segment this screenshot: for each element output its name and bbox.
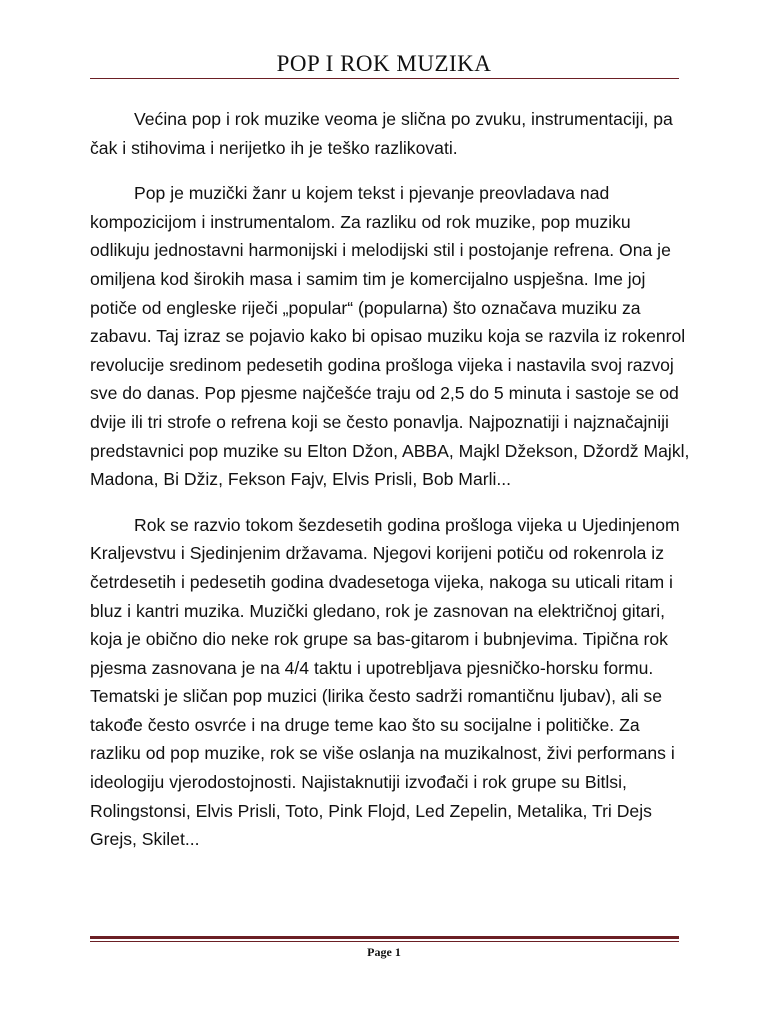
- paragraph-pop: Pop je muzički žanr u kojem tekst i pjevanje preovladava nad kompozicijom i instrumentalom. Za razliku od rok muzike, pop muziku odlikuju jednostavni harmonijski i melodijski stil i postojanje refrena. Ona je omiljena kod širokih masa i samim tim je komercijalno uspješna. Ime joj potiče od engleske riječi „popular“ (popularna) što označava muziku za zabavu. Taj izraz se pojavio kako bi opisao muziku koja se razvila iz rokenrol revolucije sredinom pedesetih godina prošloga vijeka i nastavila svoj razvoj sve do danas. Pop pjesme najčešće traju od 2,5 do 5 minuta i sastoje se od dvije ili tri strofe o refrena koji se često ponavlja. Najpoznatiji i najznačajniji predstavnici pop muzike su Elton Džon, ABBA, Majkl Džekson, Džordž Majkl, Madona, Bi Džiz, Fekson Fajv, Elvis Prisli, Bob Marli...: [90, 183, 690, 490]
- page-number: Page 1: [367, 945, 401, 959]
- paragraph-rock: Rok se razvio tokom šezdesetih godina prošloga vijeka u Ujedinjenom Kraljevstvu i Sjedinjenim državama. Njegovi korijeni potiču od rokenrola iz četrdesetih i pedesetih godina dvadesetoga vijeka, nakoga su uticali ritam i bluz i kantri muzika. Muzički gledano, rok je zasnovan na električnoj gitari, koja je obično dio neke rok grupe sa bas-gitarom i bubnjevima. Tipična rok pjesma zasnovana je na 4/4 taktu i upotrebljava pjesničko-horsku formu. Tematski je sličan pop muzici (lirika često sadrži romantičnu ljubav), ali se takođe često osvrće i na druge teme kao što su socijalne i političke. Za razliku od pop muzike, rok se više oslanja na muzikalnost, živi performans i ideologiju vjerodostojnosti. Najistaknutiji izvođači i rok grupe su Bitlsi, Rolingstonsi, Elvis Prisli, Toto, Pink Flojd, Led Zepelin, Metalika, Tri Dejs Grejs, Skilet...: [90, 514, 680, 850]
- footer-divider: [90, 936, 679, 942]
- paragraph-intro: Većina pop i rok muzike veoma je slična po zvuku, instrumentaciji, pa čak i stihovima i nerijetko ih je teško razlikovati.: [90, 109, 673, 158]
- header-divider: [90, 78, 679, 79]
- document-title: POP I ROK MUZIKA: [276, 51, 492, 76]
- footer-rule-thick: [90, 936, 679, 939]
- footer-rule-thin: [90, 941, 679, 942]
- document-body: [90, 105, 690, 871]
